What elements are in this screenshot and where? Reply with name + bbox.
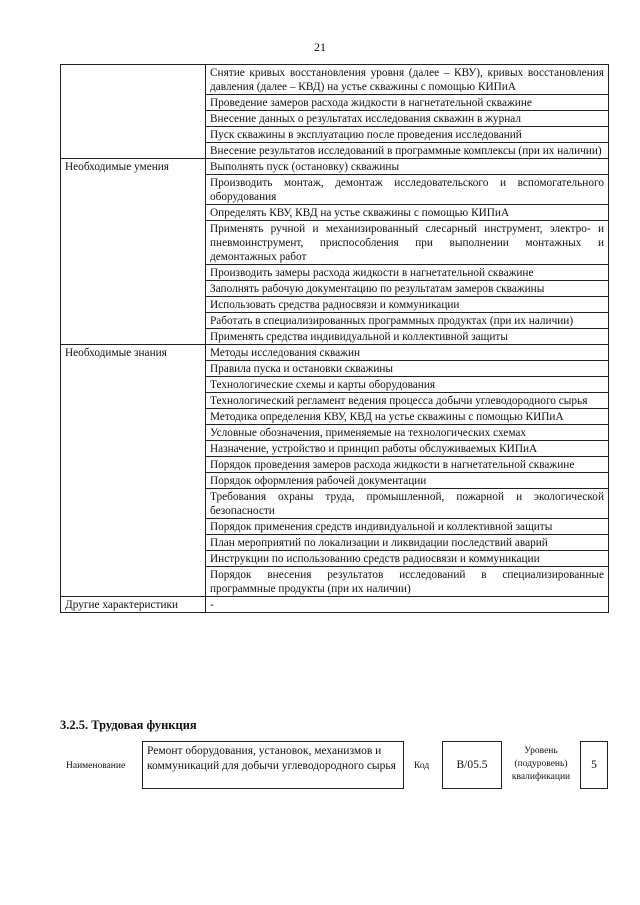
requirement-item: Внесение результатов исследований в программные комплексы (при их наличии) xyxy=(206,143,609,159)
requirement-item: Технологический регламент ведения процесса добычи углеводородного сырья xyxy=(206,393,609,409)
requirement-item: Выполнять пуск (остановку) скважины xyxy=(206,159,609,175)
qualification-level-value: 5 xyxy=(580,741,608,789)
requirement-item: Технологические схемы и карты оборудования xyxy=(206,377,609,393)
requirement-item: Правила пуска и остановки скважины xyxy=(206,361,609,377)
requirement-item: Заполнять рабочую документацию по результатам замеров скважины xyxy=(206,281,609,297)
name-label: Наименование xyxy=(66,761,126,771)
section-heading: 3.2.5. Трудовая функция xyxy=(60,718,197,732)
requirement-item: Методы исследования скважин xyxy=(206,345,609,361)
table-row xyxy=(61,159,609,175)
requirement-item: Внесение данных о результатах исследования скважин в журнал xyxy=(206,111,609,127)
group-label: Другие характеристики xyxy=(61,597,206,613)
function-name-value: Ремонт оборудования, установок, механизмов и коммуникаций для добычи углеводородного сырья xyxy=(142,741,404,789)
requirement-item: Инструкции по использованию средств радиосвязи и коммуникации xyxy=(206,551,609,567)
group-label xyxy=(61,65,206,159)
code-value: В/05.5 xyxy=(442,741,502,789)
requirement-item: Условные обозначения, применяемые на технологических схемах xyxy=(206,425,609,441)
requirements-table-body xyxy=(61,65,609,613)
requirement-item: Пуск скважины в эксплуатацию после проведения исследований xyxy=(206,127,609,143)
requirement-item: Порядок применения средств индивидуальной и коллективной защиты xyxy=(206,519,609,535)
requirement-item: Определять КВУ, КВД на устье скважины с помощью КИПиА xyxy=(206,205,609,221)
requirement-item: Применять ручной и механизированный слесарный инструмент, электро- и пневмоинструмент, приспособления при выполнении монтажных и демонтажных работ xyxy=(206,221,609,265)
requirement-item: Использовать средства радиосвязи и коммуникации xyxy=(206,297,609,313)
qualification-level-label: Уровень (подуровень) квалификации xyxy=(511,746,571,782)
requirement-item: Применять средства индивидуальной и коллективной защиты xyxy=(206,329,609,345)
requirement-item: Производить монтаж, демонтаж исследовательского и вспомогательного оборудования xyxy=(206,175,609,205)
page-number: 21 xyxy=(314,40,326,54)
code-label: Код xyxy=(414,761,430,771)
group-label: Необходимые знания xyxy=(61,345,206,597)
requirement-item: План мероприятий по локализации и ликвидации последствий аварий xyxy=(206,535,609,551)
requirement-item: Требования охраны труда, промышленной, пожарной и экологической безопасности xyxy=(206,489,609,519)
requirement-item: Методика определения КВУ, КВД на устье скважины с помощью КИПиА xyxy=(206,409,609,425)
requirement-item: Работать в специализированных программных продуктах (при их наличии) xyxy=(206,313,609,329)
requirement-item: Проведение замеров расхода жидкости в нагнетательной скважине xyxy=(206,95,609,111)
requirement-item: Производить замеры расхода жидкости в нагнетательной скважине xyxy=(206,265,609,281)
table-row xyxy=(61,65,609,95)
requirement-item: - xyxy=(206,597,609,613)
requirement-item: Порядок оформления рабочей документации xyxy=(206,473,609,489)
table-row xyxy=(61,597,609,613)
requirement-item: Порядок проведения замеров расхода жидкости в нагнетательной скважине xyxy=(206,457,609,473)
group-label: Необходимые умения xyxy=(61,159,206,345)
requirement-item: Назначение, устройство и принцип работы обслуживаемых КИПиА xyxy=(206,441,609,457)
labor-function-block xyxy=(60,741,620,795)
requirement-item: Порядок внесения результатов исследований в специализированные программные продукты (при их наличии) xyxy=(206,567,609,597)
requirement-item: Снятие кривых восстановления уровня (далее – КВУ), кривых восстановления давления (далее – КВД) на устье скважины с помощью КИПиА xyxy=(206,65,609,95)
table-row xyxy=(61,345,609,361)
requirements-table xyxy=(60,64,609,613)
